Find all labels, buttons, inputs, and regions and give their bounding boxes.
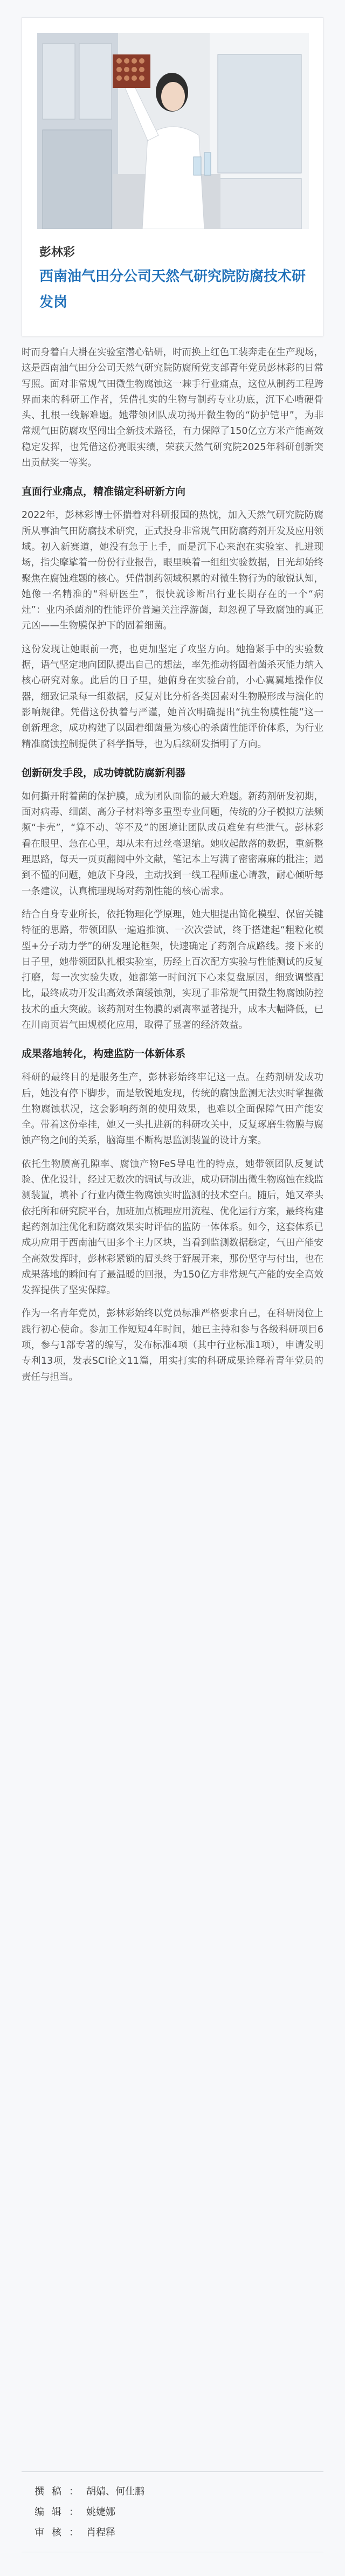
section-heading-2: 创新研发手段，成功铸就防腐新利器 [22,766,186,779]
section-1-paragraph-1: 2022年，彭林彩博士怀揣着对科研报国的热忱，加入天然气研究院防腐所从事油气田防腐技术研究，正式投身非常规气田防腐药剂开发及应用领域。初入新赛道，她没有急于上手，而是沉下心来泡在实验室、扎进现场，指尖摩挲着一份份行业报告，眼里映着一组组实验数据，目光却始终聚焦在腐蚀难题的核心。凭借制药领域积累的对微生物行为的敏锐认知，她像一名精准的“科研医生”，很快就诊断出行业长期存在的一个“病灶”：业内杀菌剂的性能评价普遍关注浮游菌，却忽视了导致腐蚀的真正元凶——生物膜保护下的固着细菌。 [22,510,323,632]
researcher-position: 西南油气田分公司天然气研究院防腐技术研发岗 [39,268,306,310]
researcher-photo [37,33,309,229]
article-body [22,345,323,1393]
reviewer-label: 审核： [34,2527,86,2538]
section-2-paragraph-2: 结合自身专业所长，依托物理化学原理，她大胆提出简化模型、保留关键特征的思路，带领团队一遍遍推演、一次次尝试，终于搭建起“粗粒化模型+分子动力学”的研发理论框架，快速确定了药剂合成路线。接下来的日子里，她带领团队扎根实验室，历经上百次配方实验与性能测试的反复打磨，每一次实验失败，她都第一时间沉下心来复盘原因，细致调整配比，最终成功开发出高效杀菌缓蚀剂，实现了非常规气田微生物腐蚀防控技术的重大突破。该药剂对生物膜的剥离率显著提升，成本大幅降低，已在川南页岩气田规模化应用，取得了显著的经济效益。 [22,909,323,1031]
editor-name: 姚婕娜 [86,2506,115,2518]
editor-credit [34,2502,323,2523]
section-heading-3: 成果落地转化，构建监防一体新体系 [22,1048,186,1060]
section-3-paragraph-2: 依托生物膜高孔隙率、腐蚀产物FeS导电性的特点，她带领团队反复试验、优化设计，经过无数次的调试与改进，成功研制出微生物腐蚀在线监测装置，填补了行业内微生物腐蚀实时监测的技术空白。随后，她又牵头依托所和研究院平台，加班加点梳理应用流程、优化运行方案，最终构建起药剂加注优化和防腐效果实时评估的监防一体体系。如今，这套体系已成功应用于西南油气田多个主力区块，当看到监测数据稳定，气田产能安全高效发挥时，彭林彩紧锁的眉头终于舒展开来，那份坚守与付出，也在成果落地的瞬间有了最温暖的回报，为150亿方非常规气产能的安全高效发挥提供了坚实保障。 [22,1158,323,1296]
writer-label: 撰稿： [34,2486,86,2497]
section-heading-1: 直面行业痛点，精准锚定科研新方向 [22,486,186,498]
editor-label: 编辑： [34,2506,86,2518]
lab-scene-illustration [37,33,309,229]
section-1-paragraph-2: 这份发现让她眼前一亮，也更加坚定了攻坚方向。她撸紧手中的实验数据，语气坚定地向团队提出自己的想法，率先推动将固着菌杀灭能力纳入核心研究对象。此后的日子里，她俯身在实验台前，小心翼翼地操作仪器，细致记录每一组数据，反复对比分析各类因素对生物膜形成与演化的影响规律。凭借这份执着与严谨，她首次明确提出“抗生物膜性能”这一创新理念，成功构建了以固着细菌量为核心的杀菌性能评价体系，为行业精准腐蚀控制提供了科学指导，也为后续研发指明了方向。 [22,644,323,750]
section-3-paragraph-1: 科研的最终目的是服务生产，彭林彩始终牢记这一点。在药剂研发成功后，她没有停下脚步，而是敏锐地发现，传统的腐蚀监测无法实时掌握微生物腐蚀状况，这会影响药剂的使用效果，也难以全面保障气田产能安全。带着这份牵挂，她又一头扎进新的科研攻关中，反复琢磨生物膜与腐蚀产物之间的关系，脑海里不断构思监测装置的设计方案。 [22,1072,323,1147]
section-2-paragraph-1: 如何撕开附着菌的保护膜，成为团队面临的最大难题。新药剂研发初期，面对病毒、细菌、高分子材料等多重型专业问题，传统的分子模拟方法频频“卡壳”，“算不动、等不及”的困境让团队成员难免有些泄气。彭林彩看在眼里、急在心里，却从未有过丝毫退缩。她收起散落的数据，重新整理思路，每天一页页翻阅中外文献，笔记本上写满了密密麻麻的批注；遇到不懂的问题，她放下身段，主动找到一线工程师虚心请教，耐心倾听每一条建议，认真梳理现场对药剂性能的核心需求。 [22,791,323,897]
researcher-name: 彭林彩 [39,246,75,259]
reviewer-credit [34,2523,323,2543]
reviewer-name: 肖程释 [86,2527,115,2538]
writer-names: 胡婧、何仕鹏 [86,2486,144,2497]
profile-card [22,17,323,336]
intro-paragraph: 时而身着白大褂在实验室潜心钻研，时而换上红色工装奔走在生产现场，这是西南油气田分公司天然气研究院防腐所党支部青年党员彭林彩的日常写照。面对非常规气田微生物腐蚀这一棘手行业痛点，这位从制药工程跨界而来的科研工作者，凭借扎实的生物与制药专业功底，沉下心啃硬骨头、扎根一线解难题。她带领团队成功揭开微生物的“防护铠甲”，为非常规气田防腐攻坚闯出全新技术路径，有力保障了150亿立方米产能高效稳定发挥，也凭借这份亮眼实绩，荣获天然气研究院2025年科研创新突出贡献奖一等奖。 [22,347,323,469]
credits-block [22,2471,323,2552]
section-3-paragraph-3: 作为一名青年党员，彭林彩始终以党员标准严格要求自己，在科研岗位上践行初心使命。参加工作短短4年时间，她已主持和参与各级科研项目6项，参与1部专著的编写，发布标准4项（其中行业标准1项），申请发明专利13项，发表SCI论文11篇，用实打实的科研成果诠释着青年党员的责任与担当。 [22,1308,323,1383]
writer-credit [34,2482,323,2502]
